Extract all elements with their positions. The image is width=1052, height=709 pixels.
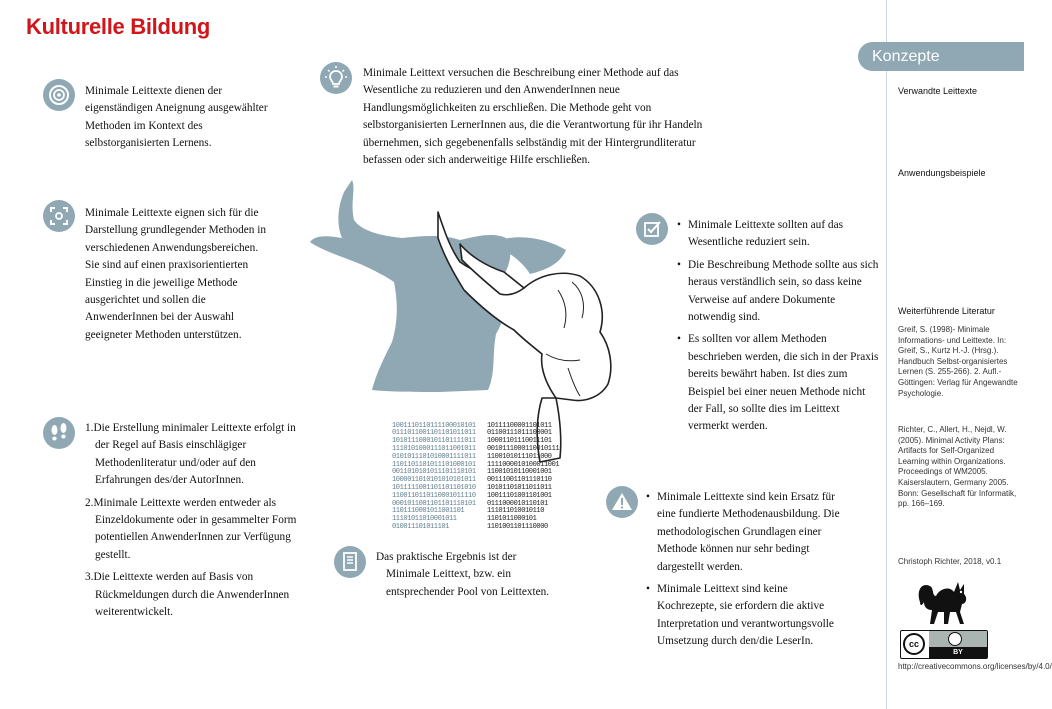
license-link[interactable]: http://creativecommons.org/licenses/by/4.0/ (898, 662, 1052, 671)
list-item: 2.Minimale Leittexte werden entweder als Einzeldokumente oder in gesammelter Form potentiellen AnwenderInnen zur Verfügung gestellt. (85, 496, 297, 561)
document-icon (334, 546, 366, 578)
result-text: Das praktische Ergebnis ist der Minimale Leittext, bzw. ein entsprechender Pool von Leittexten. (376, 551, 550, 598)
purpose-text: Minimale Leittext versuchen die Beschreibung einer Methode auf das Wesentliche zu reduzieren und den AnwenderInnen neue Handlungsmöglichkeiten zu erschließen. Die Methode geht von selbstorganisierten LernerInnen aus, die die Verantwortung für ihr Handeln übernehmen, sich gegebenenfalls selbständig mit der Hintergrundliteratur befassen oder sich anderweitige Hilfe erschließen. (363, 67, 703, 167)
steps-list (85, 420, 307, 626)
sidebar-divider (886, 0, 887, 709)
literature-heading: Weiterführende Literatur (898, 306, 995, 316)
black-cat-icon (914, 572, 974, 627)
checkbox-icon (636, 213, 668, 245)
tab-konzepte[interactable]: Konzepte (858, 42, 1024, 71)
list-item: 1.Die Erstellung minimaler Leittexte erfolgt in der Regel auf Basis einschlägiger Methodenliteratur und/oder auf den Erfahrungen des/der AutorInnen. (85, 422, 296, 487)
lightbulb-icon (320, 62, 352, 94)
list-item: 3.Die Leittexte werden auf Basis von Rückmeldungen durch die AnwenderInnen weiterentwickelt. (85, 571, 290, 619)
list-item: • Die Beschreibung Methode sollte aus sich heraus verständlich sein, so dass keine Verweise auf andere Dokumente notwendig sind. (675, 257, 881, 327)
author-credit: Christoph Richter, 2018, v0.1 (898, 557, 1002, 566)
literature-reference: Richter, C., Allert, H., Nejdl, W. (2005). Minimal Activity Plans: Artifacts for Self-Organized Learning within Organizations. Proceedings of WM2005. Kaiserslautern, Germany 2005. Bonn: Gesellschaft für Informatik, pp. 166–169. (898, 425, 1017, 509)
list-item: • Minimale Leittext sind keine Kochrezepte, sie erfordern die aktive Interpretation und verantwortungsvolle Umsetzung durch den/die LeserIn. (644, 581, 840, 651)
focus-frame-icon (43, 200, 75, 232)
binary-code-left: 1001110110111100010101 0111011001101101011011 1010111000101101111011 1110101000111011001011 0101011101010001111011 1101101101011101000101 0011010101011101110101 1000011010101010101011 1011111001101101101010 1100110110110001011110 0001011001101101110101 1101110001011001101 11101011010001011 010011101011101 (392, 421, 476, 531)
target-icon (43, 79, 75, 111)
list-item: • Minimale Leittexte sollten auf das Wesentliche reduziert sein. (675, 217, 881, 252)
page-title: Kulturelle Bildung (26, 14, 211, 39)
cc-icon: cc (903, 633, 925, 655)
footprints-icon (43, 417, 75, 449)
criteria-list (675, 217, 881, 441)
cc-by-label: BY (929, 647, 987, 658)
list-item: • Es sollten vor allem Methoden beschrieben werden, die sich in der Praxis bereits bewährt haben. Ist dies zum Beispiel bei einer neuen Methode nicht der Fall, so sollte dies im Leittext vermerkt werden. (675, 331, 881, 435)
link-related-texts[interactable]: Verwandte Leittexte (898, 86, 978, 96)
binary-code-right: 10111100001101011 01100111011100001 10001101110011101 0010111000110010111 11001010111011000 1111000010100011001 11001010110001001 00111001101110110 10101101011011011 10011101001101001 0111000010110101 111011010010110 1101011000101 1101001101110000 (487, 421, 560, 531)
link-application-examples[interactable]: Anwendungsbeispiele (898, 168, 986, 178)
cc-license-badge[interactable] (900, 630, 988, 659)
warnings-list (644, 489, 840, 656)
intro-text: Minimale Leittexte dienen der eigenständigen Aneignung ausgewählter Methoden im Kontext des selbstorganisierten Lernens. (85, 85, 268, 150)
warning-icon (606, 486, 638, 518)
literature-reference: Greif, S. (1998)- Minimale Informations- und Leittexte. In: Greif, S., Kurtz H.-J. (Hrsg.). Handbuch Selbst-organisiertes Lernen (S. 255-266). 2. Aufl.- Göttingen: Verlag für Angewandte Psychologie. (898, 325, 1018, 398)
person-icon (948, 632, 962, 646)
list-item: • Minimale Leittexte sind kein Ersatz für eine fundierte Methodenausbildung. Die methodologischen Grundlagen einer Methode können nur sehr bedingt dargestellt werden. (644, 489, 840, 576)
scope-text: Minimale Leittexte eignen sich für die Darstellung grundlegender Methoden in verschiedenen Anwendungsbereichen. Sie sind auf einen praxisorientierten Einstieg in die jeweilige Methode ausgerichtet und sollen die AnwenderInnen bei der Auswahl geeigneter Methoden unterstützen. (85, 207, 267, 341)
